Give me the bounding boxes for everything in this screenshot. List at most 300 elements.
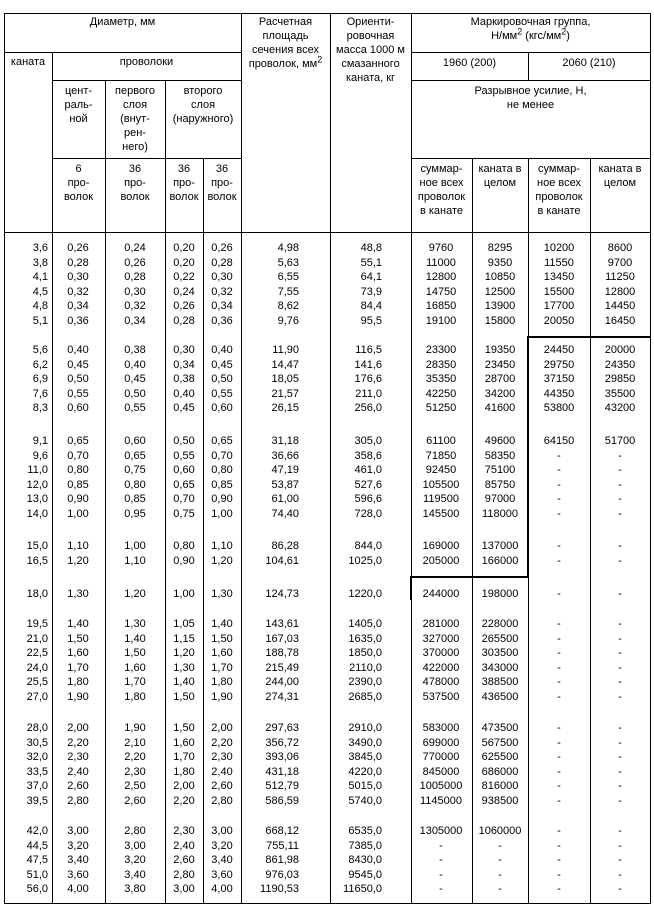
- rope-force-1960: 1060000: [478, 825, 522, 837]
- area: 31,18: [271, 435, 299, 447]
- area: 36,66: [271, 449, 299, 462]
- rope-force-1960: 816000: [481, 780, 519, 792]
- rope-force-2060: 29850: [604, 373, 636, 385]
- second-layer-b: 1,50: [211, 632, 233, 645]
- area: 14,47: [271, 358, 299, 371]
- rope-force-2060: 35500: [604, 387, 636, 400]
- mass: 358,6: [354, 449, 382, 462]
- second-layer-b: 3,00: [211, 825, 233, 837]
- second-layer-b: 1,10: [211, 540, 233, 552]
- sum-force-1960: 28350: [425, 358, 457, 371]
- header-group-unit: Н/мм: [491, 30, 518, 42]
- sum-force-2060: 10200: [543, 242, 575, 254]
- rope-diameter: 30,5: [26, 736, 48, 749]
- second-layer-a: 0,75: [173, 507, 195, 520]
- central-wire: 0,70: [67, 449, 89, 462]
- mass: 305,0: [354, 435, 382, 447]
- header-second-a-count: 36 про- волок: [169, 163, 199, 203]
- sum-force-1960: 19100: [425, 314, 457, 327]
- rope-force-2060: -: [618, 883, 622, 895]
- sum-force-1960: -: [439, 883, 443, 895]
- rope-force-2060: -: [618, 690, 622, 703]
- central-wire: 0,90: [67, 493, 89, 505]
- central-wire: 4,00: [67, 883, 89, 895]
- rope-force-2060: 14450: [604, 300, 636, 312]
- mass: 84,4: [360, 300, 382, 312]
- rope-force-1960: 686000: [481, 765, 519, 778]
- sum-force-1960: 145500: [422, 507, 460, 520]
- central-wire: 1,70: [67, 661, 89, 674]
- header-mass: Ориенти- ровочная масса 1000 м смазанного каната, кг: [336, 16, 405, 84]
- second-layer-a: 1,50: [173, 722, 195, 734]
- mass: 64,1: [360, 271, 382, 283]
- first-layer-wire: 1,70: [124, 676, 146, 688]
- area: 47,19: [271, 464, 299, 476]
- rope-force-1960: 19350: [484, 344, 516, 356]
- header-group: [411, 15, 650, 43]
- rope-diameter: 15,0: [26, 540, 48, 552]
- rope-force-1960: 198000: [481, 588, 519, 600]
- sum-force-2060: -: [557, 794, 561, 807]
- sum-force-1960: 14750: [425, 285, 457, 298]
- sum-force-1960: 51250: [425, 402, 457, 414]
- first-layer-wire: 1,90: [124, 722, 146, 734]
- area: 1190,53: [260, 883, 299, 895]
- rope-force-1960: 8295: [487, 242, 513, 254]
- rope-force-2060: -: [618, 588, 622, 600]
- second-layer-b: 0,65: [211, 435, 233, 447]
- header-area-text: Расчетная площадь сечения всех проволок, мм: [248, 16, 319, 70]
- second-layer-b: 1,30: [211, 588, 233, 600]
- sum-force-1960: 42250: [425, 387, 457, 400]
- first-layer-wire: 0,30: [124, 285, 146, 298]
- header-rope-whole-1: каната в целом: [478, 163, 522, 189]
- second-layer-a: 0,34: [173, 358, 195, 371]
- second-layer-a: 2,30: [173, 825, 195, 837]
- rope-force-1960: 938500: [481, 794, 519, 807]
- rope-force-2060: -: [618, 661, 622, 674]
- rope-force-1960: 28700: [484, 373, 516, 385]
- rope-force-2060: 12800: [604, 285, 636, 298]
- rope-diameter: 25,5: [26, 676, 48, 688]
- mass: 6535,0: [348, 825, 382, 837]
- area: 586,59: [265, 794, 299, 807]
- mass: 176,6: [354, 373, 382, 385]
- rope-force-1960: 567500: [481, 736, 519, 749]
- central-wire: 1,80: [67, 676, 89, 688]
- rope-force-1960: 75100: [484, 464, 516, 476]
- area: 6,55: [277, 271, 299, 283]
- central-wire: 0,34: [67, 300, 89, 312]
- sum-force-1960: 9760: [428, 242, 454, 254]
- second-layer-b: 0,32: [211, 285, 233, 298]
- sum-force-1960: 370000: [422, 647, 460, 659]
- central-wire: 2,80: [67, 794, 89, 807]
- rope-diameter: 4,1: [32, 271, 48, 283]
- rope-force-2060: 20000: [604, 344, 636, 356]
- first-layer-wire: 0,95: [124, 507, 146, 520]
- second-layer-b: 0,40: [211, 344, 233, 356]
- second-layer-b: 2,00: [211, 722, 233, 734]
- rope-diameter: 6,9: [32, 373, 48, 385]
- first-layer-wire: 0,60: [124, 435, 146, 447]
- mass: 596,6: [354, 493, 382, 505]
- sum-force-1960: 61100: [426, 435, 456, 447]
- first-layer-wire: 1,50: [124, 647, 146, 659]
- sum-force-2060: -: [557, 507, 561, 520]
- second-layer-b: 4,00: [211, 883, 233, 895]
- first-layer-wire: 2,60: [124, 794, 146, 807]
- area: 188,78: [265, 647, 299, 659]
- sum-force-2060: -: [557, 780, 561, 792]
- central-wire: 0,32: [67, 285, 89, 298]
- rope-force-2060: -: [618, 464, 622, 476]
- sum-force-1960: -: [439, 839, 443, 852]
- central-wire: 0,40: [67, 344, 89, 356]
- second-layer-a: 0,30: [173, 344, 195, 356]
- area: 393,06: [265, 751, 299, 763]
- rope-diameter: 47,5: [26, 854, 48, 866]
- area: 26,15: [271, 402, 299, 414]
- mass: 5015,0: [348, 780, 382, 792]
- second-layer-a: 1,05: [173, 618, 195, 630]
- col-line-grade1: [472, 158, 473, 904]
- central-wire: 1,90: [67, 690, 89, 703]
- header-wires: проволоки: [119, 56, 174, 68]
- sum-force-1960: 169000: [422, 540, 460, 552]
- rope-force-2060: -: [618, 751, 622, 763]
- rope-diameter: 27,0: [26, 690, 48, 703]
- area: 21,57: [271, 387, 299, 400]
- rope-diameter: 42,0: [26, 825, 48, 837]
- area: 18,05: [271, 373, 299, 385]
- rope-force-2060: -: [618, 765, 622, 778]
- header-line-wires: [52, 80, 241, 81]
- first-layer-wire: 0,85: [124, 493, 146, 505]
- sum-force-2060: 20050: [543, 314, 575, 327]
- rope-force-1960: 49600: [484, 435, 516, 447]
- header-line-grade: [411, 52, 650, 53]
- sum-force-2060: 17700: [543, 300, 575, 312]
- header-first-count: 36 про- волок: [120, 163, 150, 203]
- header-group-sup1: 2: [517, 26, 523, 37]
- sum-force-1960: 23300: [425, 344, 457, 356]
- mass: 8430,0: [348, 854, 382, 866]
- sum-force-2060: -: [557, 839, 561, 852]
- second-layer-a: 1,15: [173, 632, 195, 645]
- second-layer-b: 2,60: [211, 780, 233, 792]
- rope-force-1960: 265500: [481, 632, 519, 645]
- sum-force-1960: 1305000: [419, 825, 463, 837]
- second-layer-a: 0,24: [173, 285, 195, 298]
- sum-force-2060: -: [557, 493, 561, 505]
- rope-force-2060: -: [618, 839, 622, 852]
- header-group-unit-alt: (кгс/мм: [522, 30, 562, 42]
- header-grade-1: 1960 (200): [442, 57, 497, 69]
- mass: 48,8: [360, 242, 382, 254]
- sum-force-1960: 35350: [425, 373, 457, 385]
- rope-force-2060: -: [618, 618, 622, 630]
- rope-force-1960: 9350: [487, 256, 513, 269]
- second-layer-b: 0,90: [211, 493, 233, 505]
- header-central-count: 6 про- волок: [63, 163, 94, 203]
- col-line-grade2b: [590, 158, 591, 904]
- sum-force-2060: -: [557, 661, 561, 674]
- sum-force-2060: 64150: [543, 435, 575, 447]
- area: 356,72: [265, 736, 299, 749]
- sum-force-2060: -: [557, 464, 561, 476]
- second-layer-a: 0,55: [173, 449, 195, 462]
- mass: 116,5: [355, 344, 382, 356]
- sum-force-1960: 770000: [422, 751, 460, 763]
- first-layer-wire: 2,20: [124, 751, 146, 763]
- sum-force-2060: -: [557, 449, 561, 462]
- rope-diameter: 4,8: [32, 300, 48, 312]
- second-layer-a: 0,20: [173, 256, 195, 269]
- second-layer-a: 0,26: [173, 300, 195, 312]
- sum-force-2060: 29750: [543, 358, 575, 371]
- second-layer-a: 0,45: [173, 402, 195, 414]
- sum-force-1960: 478000: [422, 676, 460, 688]
- second-layer-a: 0,90: [173, 554, 195, 567]
- central-wire: 0,65: [67, 435, 89, 447]
- rope-diameter: 14,0: [26, 507, 48, 520]
- header-diameter: Диаметр, мм: [89, 16, 156, 28]
- area: 5,63: [277, 256, 299, 269]
- central-wire: 0,45: [67, 358, 89, 371]
- sum-force-2060: -: [557, 825, 561, 837]
- sum-force-2060: -: [557, 765, 561, 778]
- header-line-breaking: [411, 80, 650, 81]
- rope-force-1960: -: [498, 883, 502, 895]
- area: 8,62: [277, 300, 299, 312]
- header-group-close: ): [566, 30, 570, 42]
- mass: 1850,0: [348, 647, 382, 659]
- central-wire: 2,00: [67, 722, 89, 734]
- header-sum-wires-2: суммар- ное всех проволок в канате: [535, 163, 583, 217]
- first-layer-wire: 0,40: [124, 358, 146, 371]
- rope-force-1960: 137000: [481, 540, 519, 552]
- sum-force-2060: 53800: [543, 402, 575, 414]
- sum-force-2060: -: [557, 676, 561, 688]
- mass: 7385,0: [348, 839, 382, 852]
- rope-force-1960: 97000: [484, 493, 516, 505]
- header-group-line1: Маркировочная группа,: [470, 16, 591, 28]
- rope-force-1960: 58350: [484, 449, 516, 462]
- second-layer-a: 0,28: [173, 314, 195, 327]
- central-wire: 3,60: [67, 868, 89, 881]
- second-layer-a: 0,20: [173, 242, 195, 254]
- first-layer-wire: 1,60: [124, 661, 146, 674]
- second-layer-a: 0,40: [173, 387, 195, 400]
- second-layer-a: 0,65: [173, 478, 195, 491]
- area: 86,28: [271, 540, 299, 552]
- header-area: [241, 15, 330, 71]
- rope-force-2060: -: [618, 540, 622, 552]
- header-breaking: Разрывное усилие, Н, не менее: [474, 85, 587, 111]
- central-wire: 1,40: [67, 618, 89, 630]
- first-layer-wire: 2,30: [124, 765, 146, 778]
- rope-force-1960: 343000: [481, 661, 519, 674]
- rope-diameter: 32,0: [26, 751, 48, 763]
- second-layer-a: 0,22: [173, 271, 195, 283]
- second-layer-b: 1,80: [211, 676, 233, 688]
- rope-diameter: 56,0: [26, 883, 48, 895]
- boundary-step: [411, 576, 529, 578]
- second-layer-b: 1,20: [211, 554, 233, 567]
- second-layer-a: 3,00: [173, 883, 195, 895]
- rope-diameter: 37,0: [26, 780, 48, 792]
- rope-force-2060: -: [618, 825, 622, 837]
- central-wire: 1,10: [67, 540, 89, 552]
- rope-diameter: 3,8: [32, 256, 48, 269]
- sum-force-1960: 119500: [423, 493, 459, 505]
- col-line-second: [203, 158, 204, 904]
- central-wire: 0,26: [67, 242, 89, 254]
- rope-force-2060: 51700: [604, 435, 636, 447]
- central-wire: 0,55: [67, 387, 89, 400]
- rope-diameter: 24,0: [26, 661, 48, 674]
- rope-diameter: 12,0: [26, 478, 48, 491]
- mass: 2390,0: [348, 676, 382, 688]
- sum-force-1960: 422000: [422, 661, 460, 674]
- col-line-right: [650, 13, 651, 904]
- bottom-border: [4, 903, 650, 904]
- top-border: [4, 13, 650, 14]
- header-line-diameter: [4, 52, 241, 53]
- mass: 9545,0: [348, 868, 382, 881]
- second-layer-a: 1,80: [173, 765, 195, 778]
- boundary-top: [528, 336, 650, 338]
- sum-force-2060: -: [557, 722, 561, 734]
- first-layer-wire: 1,10: [124, 554, 146, 567]
- first-layer-wire: 3,00: [124, 839, 146, 852]
- header-central: цент- раль- ной: [64, 85, 93, 125]
- rope-force-2060: -: [618, 493, 622, 505]
- sum-force-1960: 1005000: [419, 780, 463, 792]
- second-layer-a: 1,50: [173, 690, 195, 703]
- second-layer-b: 1,00: [211, 507, 233, 520]
- second-layer-a: 0,50: [173, 435, 195, 447]
- rope-diameter: 11,0: [27, 464, 48, 476]
- rope-force-2060: 43200: [604, 402, 636, 414]
- mass: 2685,0: [348, 690, 382, 703]
- mass: 211,0: [355, 387, 382, 400]
- second-layer-a: 2,20: [173, 794, 195, 807]
- area: 755,11: [266, 839, 299, 852]
- mass: 3845,0: [348, 751, 382, 763]
- rope-force-2060: 24350: [604, 358, 636, 371]
- rope-force-1960: 228000: [481, 618, 519, 630]
- second-layer-b: 0,70: [211, 449, 233, 462]
- rope-force-2060: -: [618, 722, 622, 734]
- rope-force-2060: -: [618, 554, 622, 567]
- central-wire: 1,30: [67, 588, 89, 600]
- header-area-sup: 2: [317, 54, 323, 65]
- central-wire: 0,80: [67, 464, 89, 476]
- area: 61,00: [271, 493, 299, 505]
- rope-force-2060: 9700: [607, 256, 633, 269]
- first-layer-wire: 3,40: [124, 868, 146, 881]
- sum-force-2060: -: [557, 540, 561, 552]
- sum-force-2060: -: [557, 632, 561, 645]
- first-layer-wire: 0,80: [124, 478, 146, 491]
- central-wire: 3,40: [67, 854, 89, 866]
- first-layer-wire: 1,30: [124, 618, 146, 630]
- rope-force-1960: 13900: [484, 300, 516, 312]
- central-wire: 2,30: [67, 751, 89, 763]
- area: 297,63: [265, 722, 299, 734]
- rope-diameter: 6,2: [32, 358, 48, 371]
- area: 9,76: [277, 314, 299, 327]
- first-layer-wire: 2,80: [124, 825, 146, 837]
- first-layer-wire: 3,80: [124, 883, 146, 895]
- header-line-breaking-sub: [411, 158, 650, 159]
- rope-force-1960: 388500: [481, 676, 519, 688]
- mass: 5740,0: [348, 794, 382, 807]
- sum-force-2060: -: [557, 690, 561, 703]
- first-layer-wire: 0,65: [124, 449, 146, 462]
- area: 143,61: [265, 618, 299, 630]
- first-layer-wire: 0,38: [124, 344, 146, 356]
- second-layer-b: 3,60: [211, 868, 233, 881]
- area: 11,90: [272, 344, 299, 356]
- area: 244,00: [265, 676, 299, 688]
- rope-force-2060: -: [618, 507, 622, 520]
- header-sum-wires-1: суммар- ное всех проволок в канате: [417, 163, 466, 217]
- rope-diameter: 18,0: [26, 588, 48, 600]
- mass: 1025,0: [348, 554, 382, 567]
- mass: 3490,0: [348, 736, 382, 749]
- first-layer-wire: 1,80: [124, 690, 146, 703]
- second-layer-a: 2,80: [173, 868, 195, 881]
- rope-force-1960: -: [498, 854, 502, 866]
- sum-force-1960: 16850: [425, 300, 457, 312]
- second-layer-b: 0,55: [211, 387, 233, 400]
- second-layer-b: 0,50: [211, 373, 233, 385]
- sum-force-2060: 15500: [543, 285, 575, 298]
- second-layer-a: 1,70: [173, 751, 195, 763]
- rope-force-2060: -: [618, 780, 622, 792]
- sum-force-1960: -: [439, 854, 443, 866]
- sum-force-1960: -: [439, 868, 443, 881]
- col-line-mass: [330, 13, 331, 904]
- second-layer-a: 2,00: [173, 780, 195, 792]
- sum-force-2060: -: [557, 883, 561, 895]
- mass: 95,5: [360, 314, 382, 327]
- central-wire: 1,50: [67, 632, 89, 645]
- rope-force-2060: -: [618, 478, 622, 491]
- central-wire: 1,20: [67, 554, 89, 567]
- sum-force-1960: 699000: [422, 736, 460, 749]
- sum-force-2060: -: [557, 868, 561, 881]
- second-layer-b: 0,60: [211, 402, 233, 414]
- area: 167,03: [265, 632, 299, 645]
- rope-force-2060: -: [618, 868, 622, 881]
- central-wire: 2,20: [67, 736, 89, 749]
- central-wire: 1,60: [67, 647, 89, 659]
- mass: 728,0: [354, 507, 382, 520]
- rope-force-1960: 10850: [484, 271, 516, 283]
- second-layer-b: 0,45: [211, 358, 233, 371]
- rope-force-2060: -: [618, 632, 622, 645]
- sum-force-1960: 105500: [422, 478, 460, 491]
- second-layer-b: 1,90: [211, 690, 233, 703]
- first-layer-wire: 0,32: [124, 300, 146, 312]
- rope-diameter: 9,6: [32, 449, 48, 462]
- rope-force-1960: 625500: [481, 751, 519, 763]
- sum-force-2060: -: [557, 618, 561, 630]
